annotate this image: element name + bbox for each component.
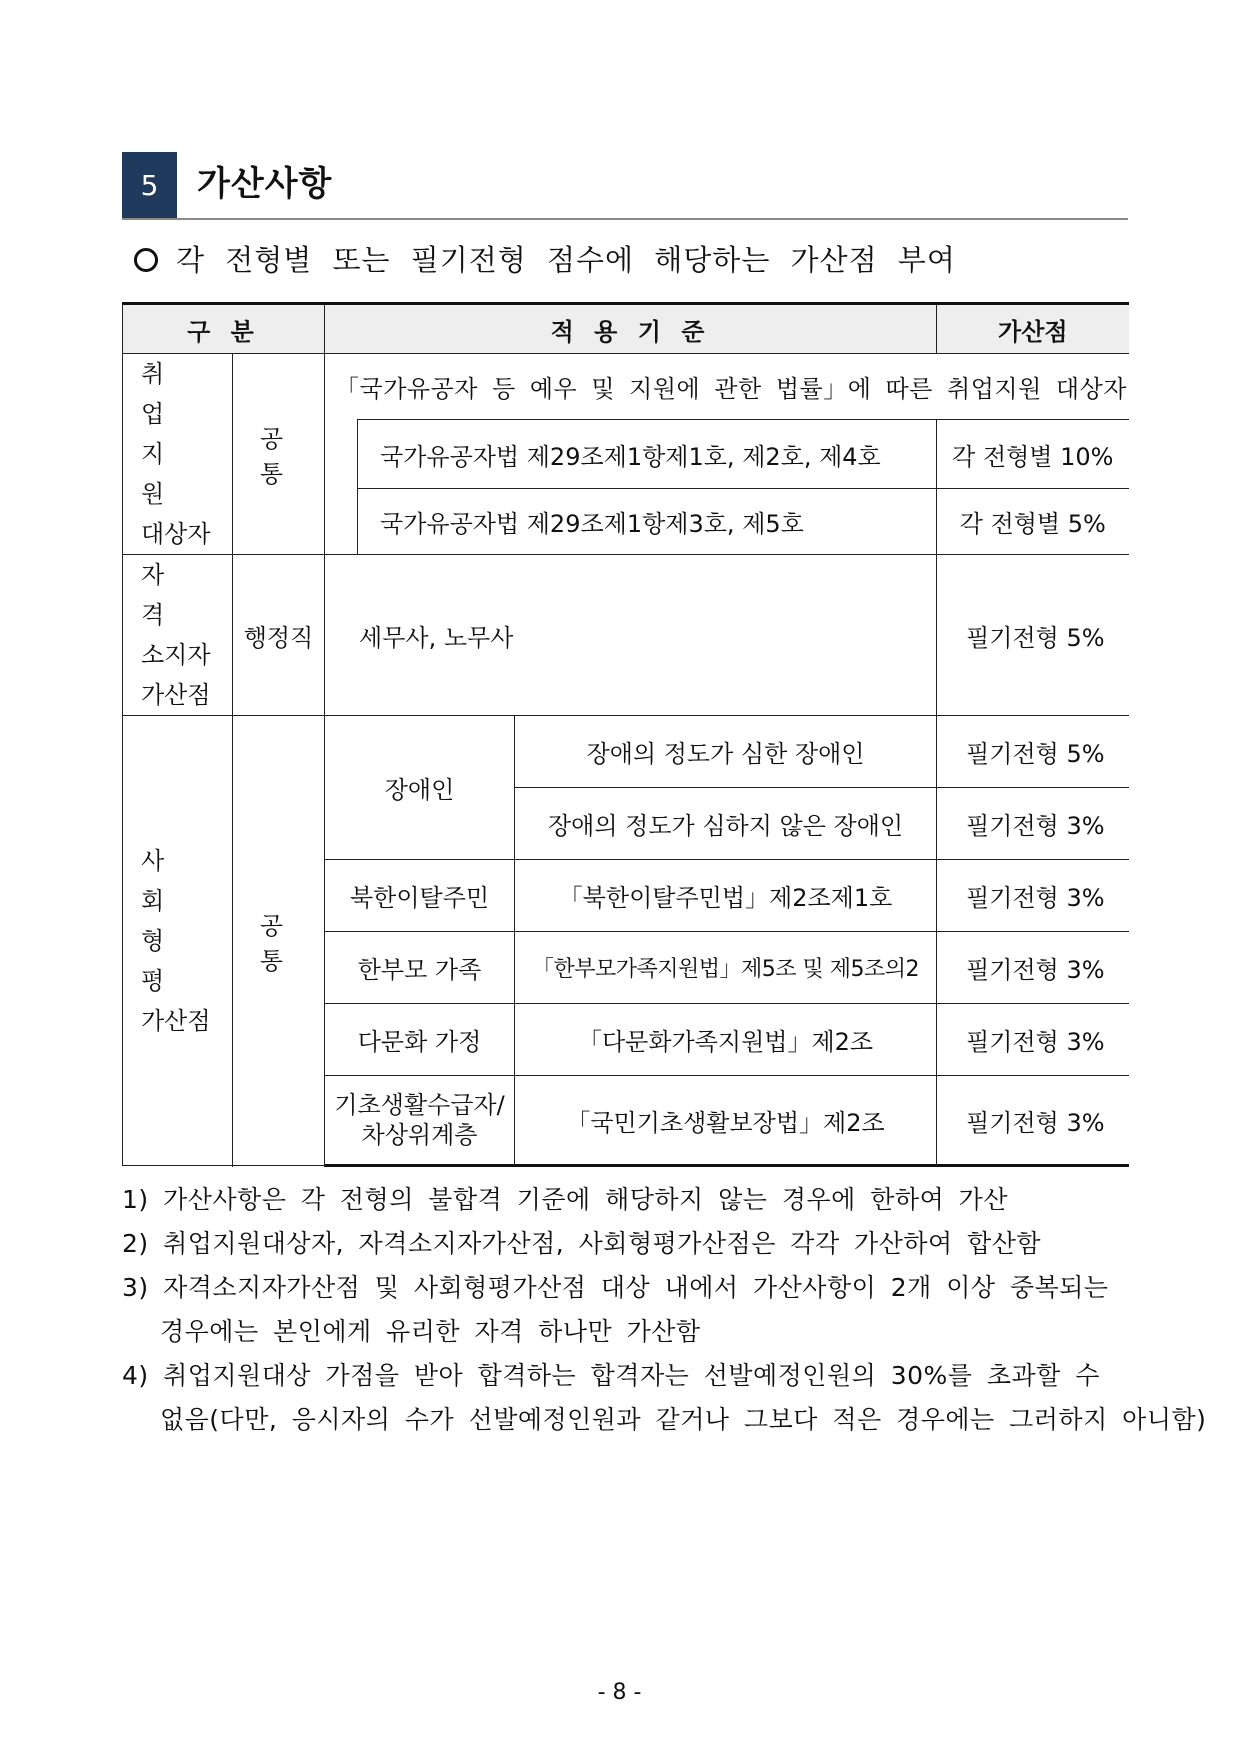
criteria-cell: 「국민기초생활보장법」제2조 [515, 1076, 937, 1166]
points-cell: 필기전형 5% [937, 555, 1129, 716]
label-cell: 기초생활수급자/ 차상위계층 [325, 1076, 515, 1166]
table-row [123, 555, 1129, 716]
bullet-line [134, 240, 956, 280]
points-cell: 필기전형 3% [937, 932, 1129, 1004]
criteria-cell: 국가유공자법 제29조제1항제3호, 제5호 [358, 489, 937, 555]
table-row [123, 716, 1129, 788]
label-cell: 북한이탈주민 [325, 860, 515, 932]
table-row [123, 354, 1129, 420]
category-employment: 취 업 지 원 대상자 [123, 354, 233, 555]
section-header [122, 152, 1128, 218]
points-cell: 각 전형별 5% [937, 489, 1129, 555]
points-cell: 필기전형 3% [937, 1004, 1129, 1076]
note-4: 4) 취업지원대상 가점을 받아 합격하는 합격자는 선발예정인원의 30%를 초과할 수 [122, 1361, 1100, 1390]
points-cell: 필기전형 3% [937, 788, 1129, 860]
indent-spacer [325, 420, 358, 555]
label-cell: 다문화 가정 [325, 1004, 515, 1076]
table-header-row [123, 304, 1129, 354]
label-disabled: 장애인 [325, 716, 515, 860]
criteria-cell: 장애의 정도가 심한 장애인 [515, 716, 937, 788]
points-cell: 필기전형 3% [937, 1076, 1129, 1166]
header-points: 가산점 [937, 304, 1129, 354]
criteria-cell: 「다문화가족지원법」제2조 [515, 1004, 937, 1076]
criteria-cell: 「한부모가족지원법」제5조 및 제5조의2 [515, 932, 937, 1004]
note-2: 2) 취업지원대상자, 자격소지자가산점, 사회형평가산점은 각각 가산하여 합산함 [122, 1229, 1042, 1258]
section-title: 가산사항 [197, 164, 333, 204]
section-number: 5 [122, 152, 177, 218]
notes [122, 1178, 1206, 1442]
header-criteria: 적 용 기 준 [325, 304, 937, 354]
points-cell: 필기전형 5% [937, 716, 1129, 788]
type-common: 공 통 [233, 716, 325, 1166]
header-category: 구 분 [123, 304, 325, 354]
label-cell: 한부모 가족 [325, 932, 515, 1004]
criteria-cell: 국가유공자법 제29조제1항제1호, 제2호, 제4호 [358, 420, 937, 489]
note-3: 3) 자격소지자가산점 및 사회형평가산점 대상 내에서 가산사항이 2개 이상 중복되는 [122, 1273, 1109, 1302]
category-license: 자 격 소지자 가산점 [123, 555, 233, 716]
criteria-cell: 장애의 정도가 심하지 않은 장애인 [515, 788, 937, 860]
employment-law: 「국가유공자 등 예우 및 지원에 관한 법률」에 따른 취업지원 대상자 [325, 354, 1129, 420]
points-cell: 필기전형 3% [937, 860, 1129, 932]
category-social: 사 회 형 평 가산점 [123, 716, 233, 1166]
note-1: 1) 가산사항은 각 전형의 불합격 기준에 해당하지 않는 경우에 한하여 가산 [122, 1185, 1008, 1214]
type-admin: 행정직 [233, 555, 325, 716]
type-common: 공 통 [233, 354, 325, 555]
note-4-continued: 없음(다만, 응시자의 수가 선발예정인원과 같거나 그보다 적은 경우에는 그러하지 아니함) [160, 1405, 1207, 1434]
bonus-points-table [122, 302, 1129, 1166]
criteria-cell: 「북한이탈주민법」제2조제1호 [515, 860, 937, 932]
page-number: - 8 - [597, 1680, 642, 1705]
criteria-cell: 세무사, 노무사 [325, 555, 937, 716]
note-3-continued: 경우에는 본인에게 유리한 자격 하나만 가산함 [160, 1317, 701, 1346]
hollow-circle-bullet-icon [134, 248, 158, 272]
points-cell: 각 전형별 10% [937, 420, 1129, 489]
section-underline [122, 218, 1128, 220]
bullet-text: 각 전형별 또는 필기전형 점수에 해당하는 가산점 부여 [176, 243, 956, 277]
